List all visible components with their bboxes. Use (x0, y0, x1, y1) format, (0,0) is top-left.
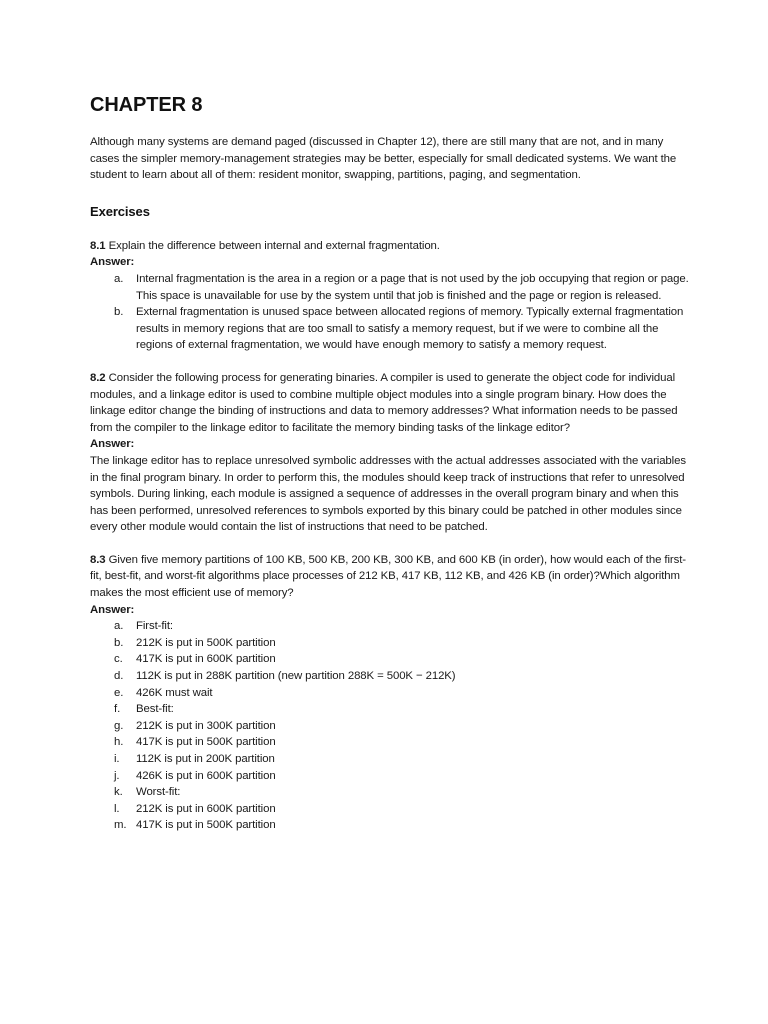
list-item (90, 651, 690, 668)
list-item (90, 618, 690, 635)
answer-label: Answer: (90, 438, 135, 451)
list-item (90, 817, 690, 834)
list-item (90, 701, 690, 718)
exercise-8-1 (90, 238, 690, 354)
question-text: Explain the difference between internal and external fragmentation. (108, 239, 440, 252)
exercise-number: 8.2 (90, 371, 106, 384)
exercises-heading: Exercises (90, 203, 150, 219)
list-item (90, 734, 690, 751)
list-item-text: 212K is put in 300K partition (136, 719, 276, 732)
list-item-text: 426K is put in 600K partition (136, 769, 276, 782)
exercise-number: 8.1 (90, 239, 106, 252)
document-page (90, 92, 690, 850)
list-marker: k. (114, 786, 123, 799)
list-item (90, 271, 690, 304)
list-item-text: 212K is put in 600K partition (136, 802, 276, 815)
list-item-text: Best-fit: (136, 703, 174, 716)
list-marker: m. (114, 819, 127, 832)
list-item-text: Internal fragmentation is the area in a region or a page that is not used by the job occupying that region or page. This space is unavailable for use by the system until that job is finished and the page or region is released. (136, 272, 689, 302)
list-marker: e. (114, 686, 124, 699)
list-marker: h. (114, 736, 124, 749)
list-item-text: 417K is put in 500K partition (136, 819, 276, 832)
list-item (90, 304, 690, 354)
exercise-question (90, 370, 690, 436)
list-item-text: 112K is put in 288K partition (new partition 288K = 500K − 212K) (136, 670, 456, 683)
answer-list (90, 271, 690, 354)
list-item-text: 417K is put in 500K partition (136, 736, 276, 749)
list-item-text: 112K is put in 200K partition (136, 753, 275, 765)
list-item (90, 635, 690, 652)
list-item (90, 801, 690, 818)
list-marker: b. (114, 306, 124, 319)
list-marker: b. (114, 636, 124, 649)
list-item-text: First-fit: (136, 620, 173, 633)
list-marker: a. (114, 272, 124, 285)
exercise-question (90, 552, 690, 602)
exercise-number: 8.3 (90, 553, 106, 566)
list-item-text: 212K is put in 500K partition (136, 636, 276, 649)
question-text: Given five memory partitions of 100 KB, 500 KB, 200 KB, 300 KB, and 600 KB (in order), how would each of the first-fit, best-fit, and worst-fit algorithms place processes of 212 KB, 417 KB, 112 KB, and 426 KB (in order)?Which algorithm makes the most efficient use of memory? (90, 553, 686, 600)
list-marker: d. (114, 670, 124, 683)
answer-list (90, 618, 690, 834)
list-marker: j. (114, 769, 120, 782)
list-item-text: 417K is put in 600K partition (136, 653, 276, 666)
list-marker: i. (114, 753, 120, 765)
list-item-text: 426K must wait (136, 686, 213, 699)
exercise-8-3 (90, 552, 690, 834)
list-item (90, 784, 690, 801)
list-marker: f. (114, 703, 121, 716)
intro-paragraph: Although many systems are demand paged (discussed in Chapter 12), there are still many that are not, and in many cases the simpler memory-management strategies may be better, especially for small dedicated systems. We want the student to learn about all of them: resident monitor, swapping, partitions, paging, and segmentation. (90, 136, 677, 182)
list-item-text: External fragmentation is unused space between allocated regions of memory. Typically external fragmentation results in memory regions that are too small to satisfy a memory request, but if we were to combine all the regions of external fragmentation, we would have enough memory to satisfy a memory request. (136, 306, 684, 352)
exercise-8-2 (90, 370, 690, 536)
answer-label: Answer: (90, 603, 135, 616)
list-item (90, 768, 690, 785)
list-marker: g. (114, 719, 124, 732)
list-item (90, 668, 690, 685)
answer-label: Answer: (90, 256, 135, 269)
list-marker: a. (114, 620, 124, 633)
list-marker: l. (114, 802, 120, 815)
chapter-title: CHAPTER 8 (90, 94, 203, 116)
list-item-text: Worst-fit: (136, 786, 181, 799)
list-item (90, 685, 690, 702)
exercise-question (90, 238, 690, 255)
list-item (90, 718, 690, 735)
answer-text: The linkage editor has to replace unresolved symbolic addresses with the actual addresses associated with the variables in the final program binary. In order to perform this, the modules should keep track of instructions that refer to unresolved symbols. During linking, each module is assigned a sequence of addresses in the overall program binary and when this has been performed, unresolved references to symbols exported by this binary could be patched in other modules since every other module would contain the list of instructions that need to be patched. (90, 454, 686, 534)
list-item (90, 751, 690, 768)
list-marker: c. (114, 653, 123, 666)
question-text: Consider the following process for generating binaries. A compiler is used to generate the object code for individual modules, and a linkage editor is used to combine multiple object modules into a single program binary. How does the linkage editor change the binding of instructions and data to memory addresses? What information needs to be passed from the compiler to the linkage editor to facilitate the memory binding tasks of the linkage editor? (90, 371, 678, 434)
